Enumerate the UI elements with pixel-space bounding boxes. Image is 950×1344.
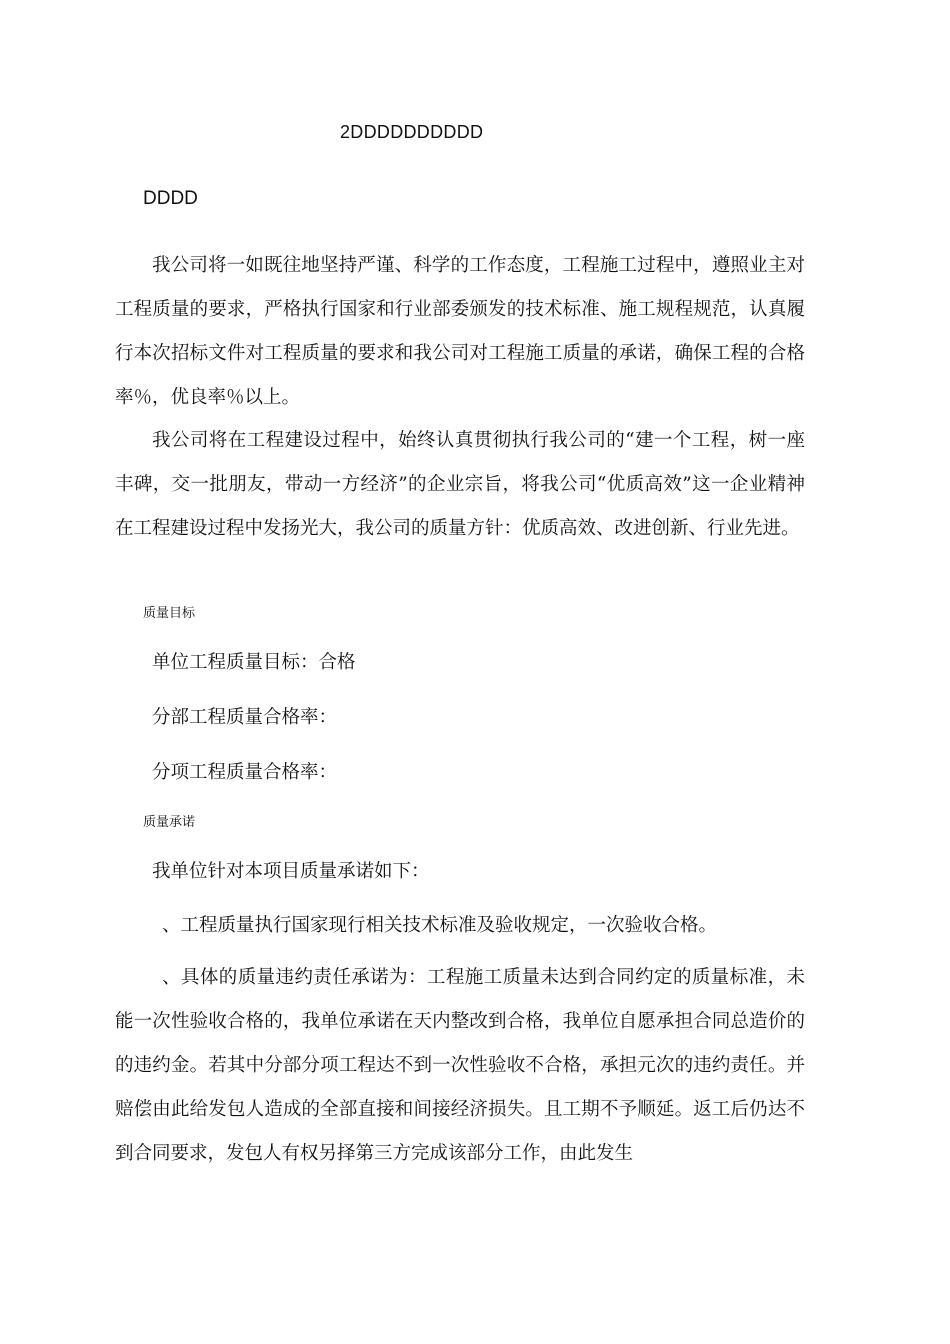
paragraph-quality-attitude: 我公司将一如既往地坚持严谨、科学的工作态度，工程施工过程中，遵照业主对工程质量的要求，严格执行国家和行业部委颁发的技术标准、施工规程规范，认真履行本次招标文件对工程质量的要求和我公司对工程施工质量的承诺，确保工程的合格率％，优良率％以上。 xyxy=(115,255,805,408)
section-heading: DDDD xyxy=(143,188,198,209)
quality-commitment-intro: 我单位针对本项目质量承诺如下： xyxy=(152,861,430,882)
quality-goal-item: 分项工程质量合格率： xyxy=(152,762,338,783)
quality-goal-item: 单位工程质量目标：合格 xyxy=(152,652,356,673)
quality-commitment-item: 、工程质量执行国家现行相关技术标准及验收规定，一次验收合格。 xyxy=(162,915,718,936)
quality-goal-heading: 质量目标 xyxy=(143,606,196,621)
quality-commitment-item: 、具体的质量违约责任承诺为：工程施工质量未达到合同约定的质量标准，未能一次性验收合格的，我单位承诺在天内整改到合格，我单位自愿承担合同总造价的的违约金。若其中分部分项工程达不到一次性验收不合格，承担元次的违约责任。并赔偿由此给发包人造成的全部直接和间接经济损失。且工期不予顺延。返工后仍达不到合同要求，发包人有权另择第三方完成该部分工作，由此发生 xyxy=(115,967,805,1164)
paragraph-quality-policy: 我公司将在工程建设过程中，始终认真贯彻执行我公司的“建一个工程，树一座丰碑，交一批朋友，带动一方经济”的企业宗旨，将我公司“优质高效”这一企业精神在工程建设过程中发扬光大，我公司的质量方针：优质高效、改进创新、行业先进。 xyxy=(115,430,805,539)
document-title: 2DDDDDDDDDD xyxy=(340,122,484,142)
quality-commitment-heading: 质量承诺 xyxy=(143,815,196,830)
quality-goal-item: 分部工程质量合格率： xyxy=(152,707,338,728)
